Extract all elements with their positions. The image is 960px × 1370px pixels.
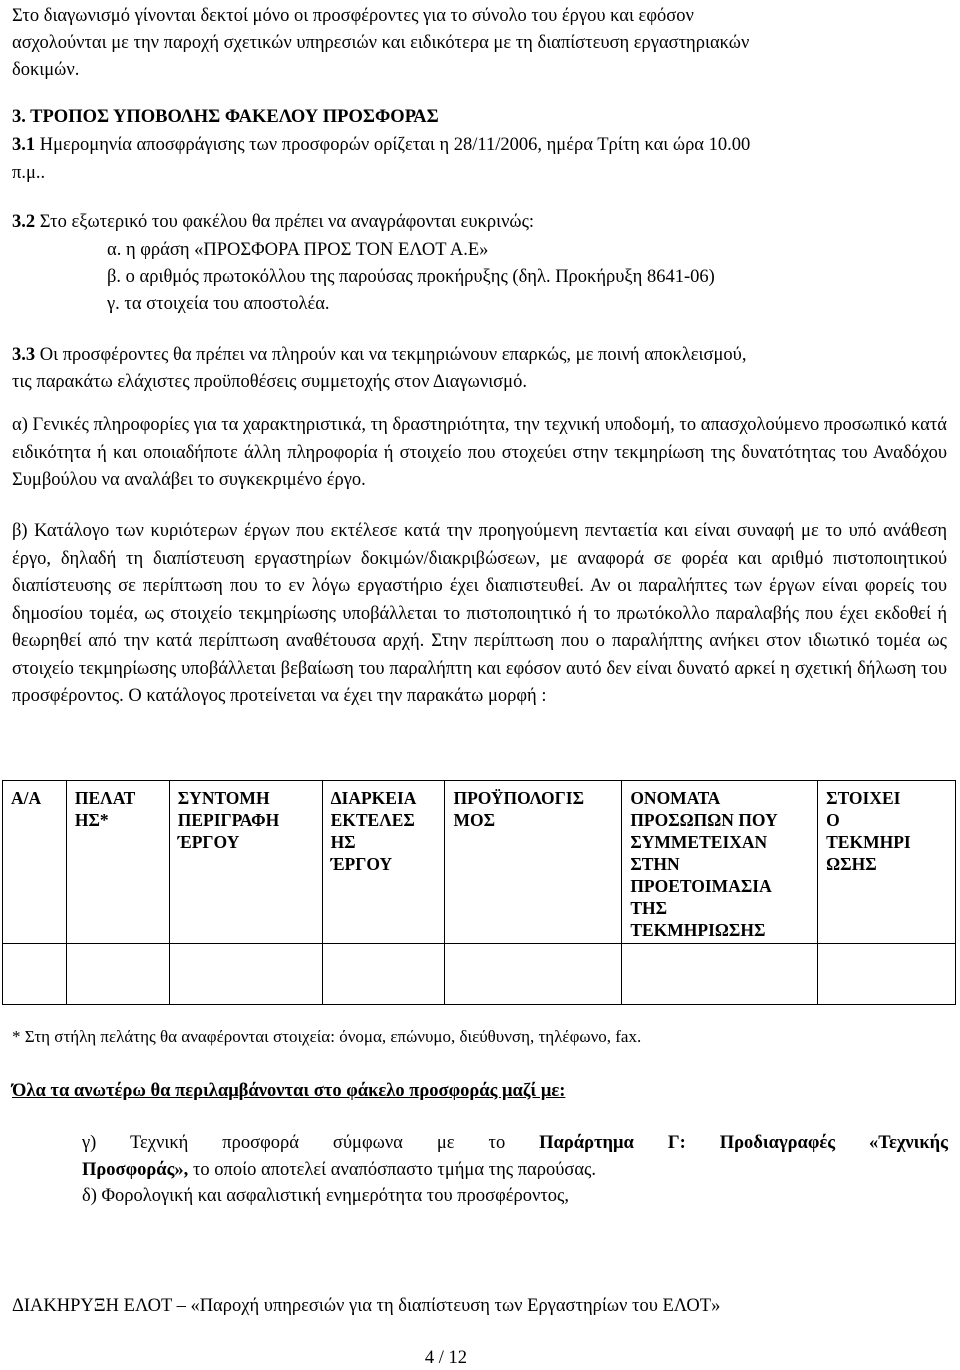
section-3-3-text: Οι προσφέροντες θα πρέπει να πληρούν και να τεκμηριώνουν επαρκώς, με ποινή αποκλεισμού, <box>35 345 747 365</box>
table-cell <box>66 944 169 1005</box>
section-3-3-number: 3.3 <box>12 345 36 365</box>
table-cell <box>445 944 622 1005</box>
item-g-suffix: το οποίο αποτελεί αναπόσπαστο τμήμα της παρούσας. <box>188 1160 597 1180</box>
footnote: * Στη στήλη πελάτης θα αναφέρονται στοιχεία: όνομα, επώνυμο, διεύθυνση, τηλέφωνο, fax. <box>12 1027 642 1046</box>
table-cell <box>322 944 445 1005</box>
section-3-3-line-2: τις παρακάτω ελάχιστες προϋποθέσεις συμμετοχής στον Διαγωνισμό. <box>12 372 527 392</box>
table-cell <box>818 944 956 1005</box>
table-header-cell: ΣΤΟΙΧΕΙ Ο ΤΕΚΜΗΡΙ ΩΣΗΣ <box>818 781 956 944</box>
all-included-text: Όλα τα ανωτέρω θα περιλαμβάνονται στο φάκελο προσφοράς μαζί με: <box>12 1081 566 1101</box>
all-included-heading <box>12 1079 565 1103</box>
section-3-1-line-2: π.μ.. <box>12 163 46 183</box>
section-3-1-number: 3.1 <box>12 135 36 155</box>
section-3-2-line <box>12 210 534 234</box>
intro-line-1: Στο διαγωνισμό γίνονται δεκτοί μόνο οι προσφέροντες για το σύνολο του έργου και εφόσον <box>12 6 694 26</box>
paragraph-b: β) Κατάλογο των κυριότερων έργων που εκτέλεσε κατά την προηγούμενη πενταετία και είναι συναφή με το υπό ανάθεση έργο, δηλαδή τη διαπίστευση εργαστηρίων δοκιμών/διακριβώσεων, με αναφορά σε φορέα και αριθμό πιστοποιητικού διαπίστευσης σε περίπτωση που το εν λόγω εργαστήριο έχει διαπιστευθεί. Αν οι παραλήπτες των έργων είναι φορείς του δημοσίου τομέα, ως στοιχείο τεκμηρίωσης υποβάλλεται το πιστοποιητικό ή το πρωτόκολλο παραλαβής που έχει εκδοθεί ή θεωρηθεί από την κατά περίπτωση αναθέτουσα αρχή. Στην περίπτωση που ο παραλήπτης ανήκει στον ιδιωτικό τομέα ως στοιχείο τεκμηρίωσης υποβάλλεται βεβαίωση του παραλήπτη και εφόσον αυτό δεν είναι δυνατό αρκεί η σχετική δήλωση του προσφέροντος. Ο κατάλογος προτείνεται να έχει την παρακάτω μορφή : <box>12 521 947 706</box>
paragraph-a: α) Γενικές πληροφορίες για τα χαρακτηριστικά, τη δραστηριότητα, την τεχνική υποδομή, το απασχολούμενο προσωπικό κατά ειδικότητα ή και οποιαδήποτε άλλη πληροφορία ή στοιχείο που στοχεύει στην τεκμηρίωση της δυνατότητας του Αναδόχου Συμβούλου να αναλάβει το συγκεκριμένο έργο. <box>12 415 947 490</box>
page-footer: ΔΙΑΚΗΡΥΞΗ ΕΛΟΤ – «Παροχή υπηρεσιών για τη διαπίστευση των Εργαστηρίων του ΕΛΟΤ» <box>12 1296 721 1316</box>
section-3-heading: 3. ΤΡΟΠΟΣ ΥΠΟΒΟΛΗΣ ΦΑΚΕΛΟΥ ΠΡΟΣΦΟΡΑΣ <box>12 107 439 127</box>
table-header-row <box>3 781 956 944</box>
table-header-cell: ΠΕΛΑΤ ΗΣ* <box>66 781 169 944</box>
section-3-2-item-b: β. ο αριθμός πρωτοκόλλου της παρούσας προκήρυξης (δηλ. Προκήρυξη 8641-06) <box>107 267 715 287</box>
table-header-cell: ΠΡΟΫΠΟΛΟΓΙΣ ΜΟΣ <box>445 781 622 944</box>
table-row <box>3 944 956 1005</box>
section-3-1-line-1 <box>12 133 750 157</box>
intro-line-2: ασχολούνται με την παροχή σχετικών υπηρεσιών και ειδικότερα με τη διαπίστευση εργαστηριακών <box>12 33 750 53</box>
section-3-2-text: Στο εξωτερικό του φακέλου θα πρέπει να αναγράφονται ευκρινώς: <box>35 212 535 232</box>
table-cell <box>3 944 67 1005</box>
section-3-2-number: 3.2 <box>12 212 36 232</box>
item-g-prefix: γ) Τεχνική προσφορά σύμφωνα με το <box>82 1133 540 1153</box>
item-g-bold-1: Παράρτημα Γ: Προδιαγραφές «Τεχνικής <box>539 1133 948 1153</box>
table-cell <box>169 944 322 1005</box>
intro-line-3: δοκιμών. <box>12 60 80 80</box>
page-number: 4 / 12 <box>424 1348 468 1368</box>
item-d: δ) Φορολογική και ασφαλιστική ενημερότητα του προσφέροντος, <box>82 1186 569 1206</box>
table-header-cell: ΟΝΟΜΑΤΑ ΠΡΟΣΩΠΩΝ ΠΟΥ ΣΥΜΜΕΤΕΙΧΑΝ ΣΤΗΝ ΠΡΟΕΤΟΙΜΑΣΙΑ ΤΗΣ ΤΕΚΜΗΡΙΩΣΗΣ <box>622 781 818 944</box>
table-header-cell: ΣΥΝΤΟΜΗ ΠΕΡΙΓΡΑΦΗ ΈΡΓΟΥ <box>169 781 322 944</box>
section-3-1-text: Ημερομηνία αποσφράγισης των προσφορών ορίζεται η 28/11/2006, ημέρα Τρίτη και ώρα 10.00 <box>35 135 751 155</box>
projects-table <box>2 780 956 1005</box>
table-header-cell: Α/Α <box>3 781 67 944</box>
item-g-bold-2: Προσφοράς», <box>82 1160 189 1180</box>
table-cell <box>622 944 818 1005</box>
table-header-cell: ΔΙΑΡΚΕΙΑ ΕΚΤΕΛΕΣ ΗΣ ΈΡΓΟΥ <box>322 781 445 944</box>
item-g-line-1 <box>82 1131 948 1155</box>
section-3-2-item-c: γ. τα στοιχεία του αποστολέα. <box>107 294 330 314</box>
section-3-3-line-1 <box>12 343 746 367</box>
section-3-2-item-a: α. η φράση «ΠΡΟΣΦΟΡΑ ΠΡΟΣ ΤΟΝ ΕΛΟΤ Α.Ε» <box>107 240 489 260</box>
item-g-line-2 <box>82 1158 596 1182</box>
